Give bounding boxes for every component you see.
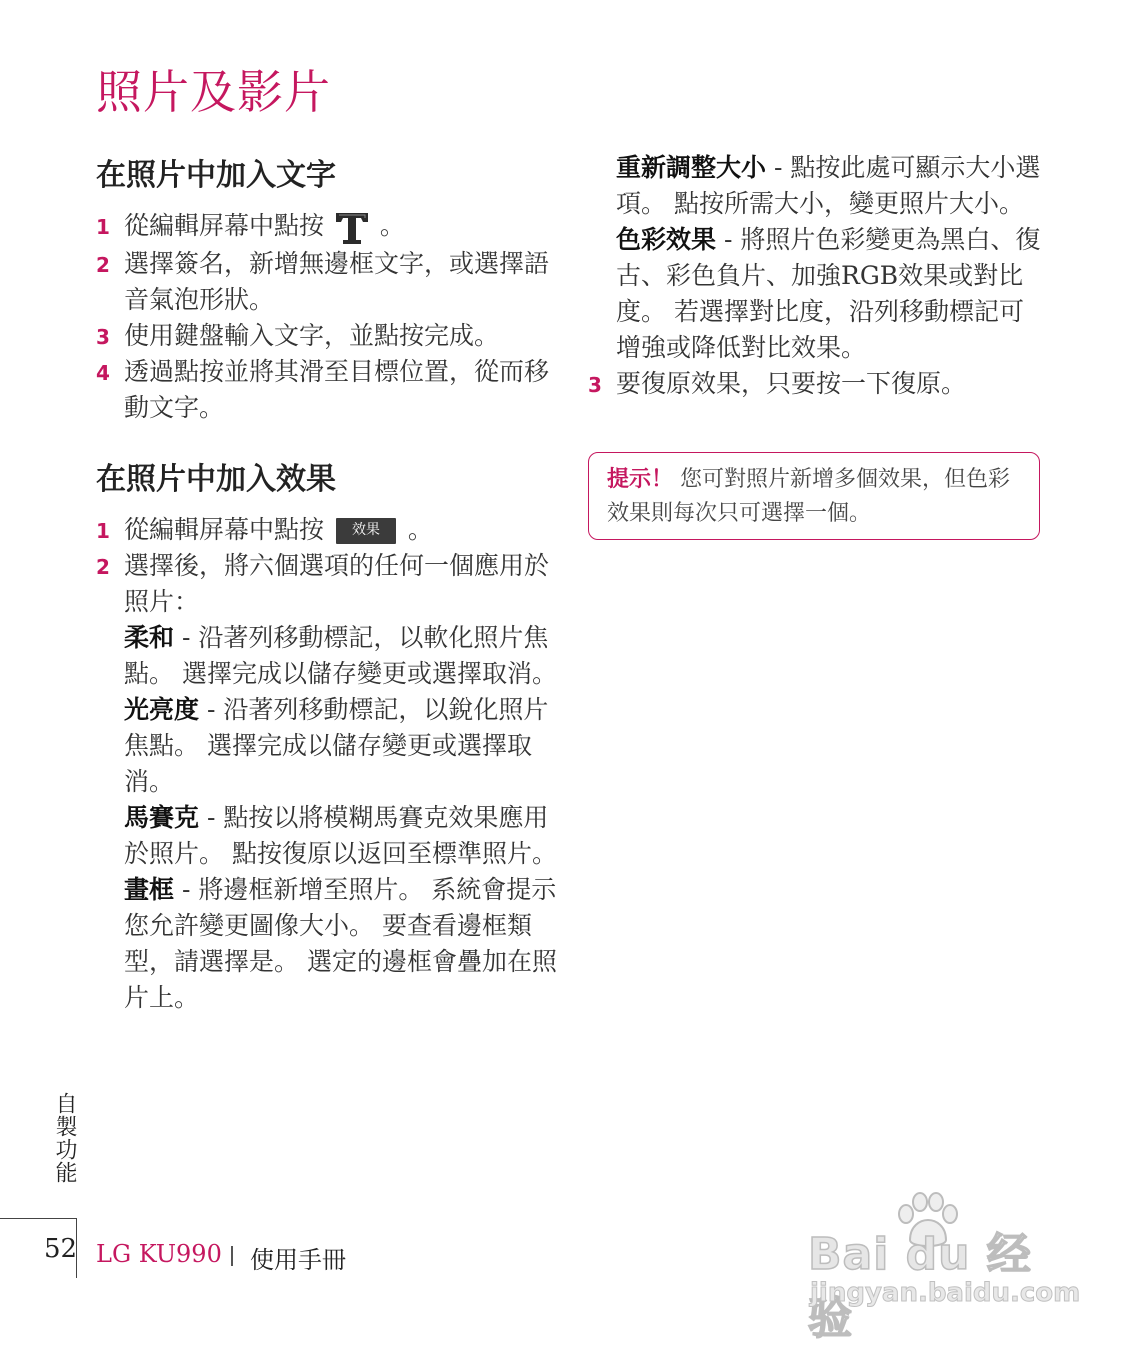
page-title: 照片及影片 bbox=[96, 65, 331, 119]
option-desc: - 點按此處可顯示大小選項。 點按所需大小，變更照片大小。 bbox=[616, 153, 1041, 218]
tip-label: 提示！ bbox=[607, 467, 674, 492]
option-resize bbox=[588, 150, 1048, 222]
option-desc: - 沿著列移動標記，以軟化照片焦點。 選擇完成以儲存變更或選擇取消。 bbox=[124, 622, 557, 688]
option-desc: - 沿著列移動標記，以銳化照片焦點。 選擇完成以儲存變更或選擇取消。 bbox=[124, 694, 549, 796]
step-text-end: 。 bbox=[379, 211, 405, 240]
option-soft bbox=[124, 620, 566, 692]
step-text: 選擇簽名，新增無邊框文字，或選擇語音氣泡形狀。 bbox=[124, 248, 550, 314]
step-number: 2 bbox=[96, 252, 110, 277]
option-term: 重新調整大小 bbox=[616, 153, 767, 182]
section-heading-add-text: 在照片中加入文字 bbox=[96, 158, 336, 193]
option-term: 光亮度 bbox=[124, 694, 200, 724]
footer-model: LG KU990 bbox=[96, 1240, 222, 1268]
step-number: 4 bbox=[96, 360, 110, 385]
tip-text: 您可對照片新增多個效果，但色彩效果則每次只可選擇一個。 bbox=[607, 467, 1011, 526]
list-item bbox=[588, 366, 1048, 402]
list-item bbox=[96, 208, 566, 246]
section-heading-add-effect: 在照片中加入效果 bbox=[96, 461, 336, 497]
option-brightness bbox=[124, 692, 566, 800]
right-column bbox=[588, 150, 1048, 402]
list-item bbox=[96, 246, 566, 318]
page-number: 52 bbox=[44, 1234, 78, 1264]
option-color-effect bbox=[588, 222, 1048, 366]
option-desc: - 將照片色彩變更為黑白、復古、彩色負片、加強RGB效果或對比度。 若選擇對比度，沿列移動標記可增強或降低對比效果。 bbox=[616, 225, 1041, 362]
footer-separator bbox=[231, 1246, 233, 1266]
option-term: 色彩效果 bbox=[616, 225, 717, 254]
tip-box bbox=[588, 452, 1040, 540]
watermark bbox=[800, 1190, 1081, 1344]
option-term: 柔和 bbox=[124, 622, 175, 652]
watermark-brand: Bai du 经验 bbox=[808, 1229, 1032, 1344]
footer-divider bbox=[0, 1218, 76, 1219]
step-text: 從編輯屏幕中點按 bbox=[124, 514, 325, 544]
option-term: 馬賽克 bbox=[124, 802, 200, 832]
step-text: 使用鍵盤輸入文字，並點按完成。 bbox=[124, 320, 500, 350]
footer-manual-title: 使用手冊 bbox=[250, 1246, 346, 1274]
option-mosaic bbox=[124, 800, 566, 872]
option-term: 畫框 bbox=[124, 874, 175, 904]
list-item bbox=[96, 354, 566, 426]
effect-button[interactable]: 效果 bbox=[336, 518, 396, 544]
side-tab-label: 自製功能 bbox=[52, 1092, 77, 1184]
step-number: 1 bbox=[96, 215, 110, 239]
watermark-url: jingyan.baidu.com bbox=[810, 1278, 1081, 1308]
list-item bbox=[96, 318, 566, 354]
option-desc: - 將邊框新增至照片。 系統會提示您允許變更圖像大小。 要查看邊框類型，請選擇是。 選定的邊框會疊加在照片上。 bbox=[124, 874, 557, 1012]
step-number: 2 bbox=[96, 554, 110, 579]
step-text-end: 。 bbox=[407, 514, 433, 544]
option-desc: - 點按以將模糊馬賽克效果應用於照片。 點按復原以返回至標準照片。 bbox=[124, 802, 557, 868]
step-text: 選擇後，將六個選項的任何一個應用於照片： bbox=[124, 550, 550, 616]
left-column bbox=[96, 150, 566, 1016]
step-text: 從編輯屏幕中點按 bbox=[124, 211, 325, 240]
step-number: 1 bbox=[96, 518, 110, 543]
text-T-icon bbox=[332, 210, 372, 246]
option-frame bbox=[124, 872, 566, 1016]
list-item bbox=[96, 548, 566, 1016]
step-text: 要復原效果，只要按一下復原。 bbox=[616, 369, 967, 398]
step-number: 3 bbox=[96, 324, 110, 349]
step-text: 透過點按並將其滑至目標位置，從而移動文字。 bbox=[124, 356, 550, 422]
list-item bbox=[96, 512, 566, 548]
step-number: 3 bbox=[588, 373, 602, 397]
